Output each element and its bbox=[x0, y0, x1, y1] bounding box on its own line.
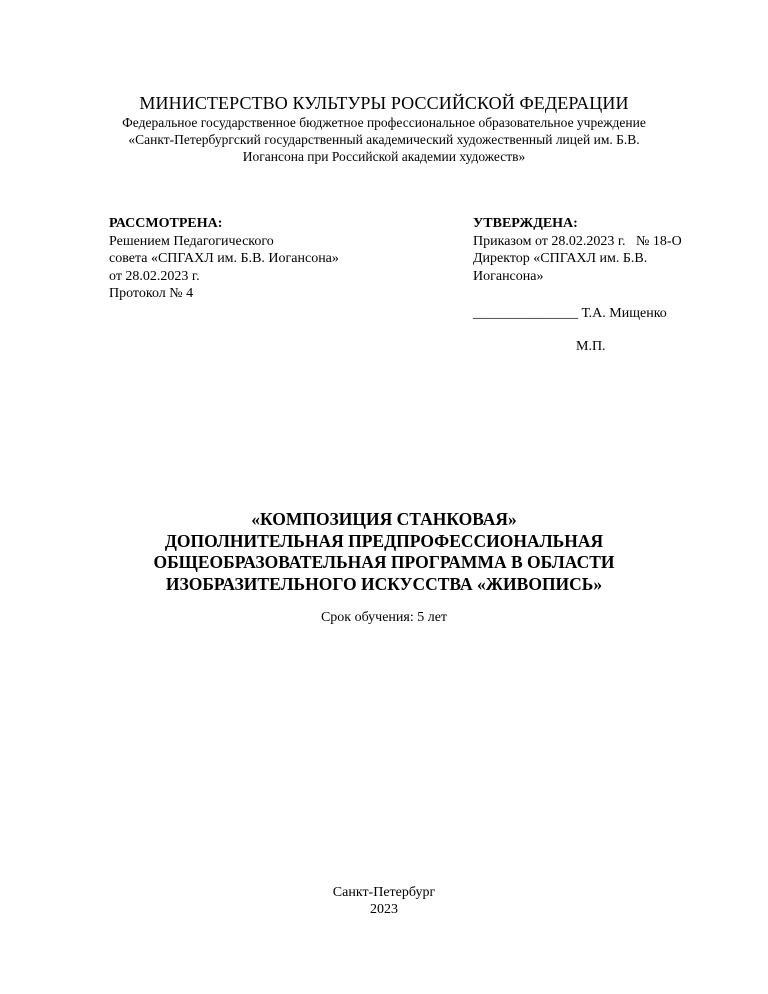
footer-city: Санкт-Петербург bbox=[332, 885, 436, 900]
approved-block bbox=[473, 215, 723, 285]
considered-heading: РАССМОТРЕНА: bbox=[109, 216, 223, 231]
stamp-placeholder: М.П. bbox=[576, 339, 606, 354]
organization-line: Федеральное государственное бюджетное профессиональное образовательное учреждение bbox=[122, 115, 646, 130]
organization-line: «Санкт-Петербургский государственный академический художественный лицей им. Б.В. bbox=[128, 132, 640, 147]
considered-line: совета «СПГАХЛ им. Б.В. Иогансона» bbox=[109, 251, 339, 266]
footer-year: 2023 bbox=[370, 902, 398, 917]
program-title-line: ИЗОБРАЗИТЕЛЬНОГО ИСКУССТВА «ЖИВОПИСЬ» bbox=[165, 573, 603, 594]
study-duration: Срок обучения: 5 лет bbox=[320, 610, 448, 625]
document-footer bbox=[0, 884, 768, 918]
approved-line: Директор «СПГАХЛ им. Б.В. bbox=[473, 251, 648, 266]
program-title-line: «КОМПОЗИЦИЯ СТАНКОВАЯ» bbox=[251, 509, 517, 529]
considered-line: Решением Педагогического bbox=[109, 233, 274, 249]
program-title bbox=[0, 509, 768, 595]
approved-line: Приказом от 28.02.2023 г. № 18-О bbox=[473, 233, 682, 249]
director-signature: _______________ Т.А. Мищенко bbox=[473, 306, 667, 321]
organization-name bbox=[84, 114, 684, 165]
program-title-line: ДОПОЛНИТЕЛЬНАЯ ПРЕДПРОФЕССИОНАЛЬНАЯ bbox=[164, 530, 604, 551]
document-header bbox=[0, 92, 768, 165]
considered-line: от 28.02.2023 г. bbox=[109, 268, 200, 284]
approved-heading: УТВЕРЖДЕНА: bbox=[473, 216, 578, 231]
considered-block bbox=[109, 215, 399, 303]
program-title-line: ОБЩЕОБРАЗОВАТЕЛЬНАЯ ПРОГРАММА В ОБЛАСТИ bbox=[153, 552, 615, 572]
approved-line: Иогансона» bbox=[473, 268, 544, 284]
ministry-name: МИНИСТЕРСТВО КУЛЬТУРЫ РОССИЙСКОЙ ФЕДЕРАЦИИ bbox=[139, 93, 629, 113]
considered-line: Протокол № 4 bbox=[109, 286, 194, 301]
organization-line: Иогансона при Российской академии художеств» bbox=[242, 149, 526, 164]
